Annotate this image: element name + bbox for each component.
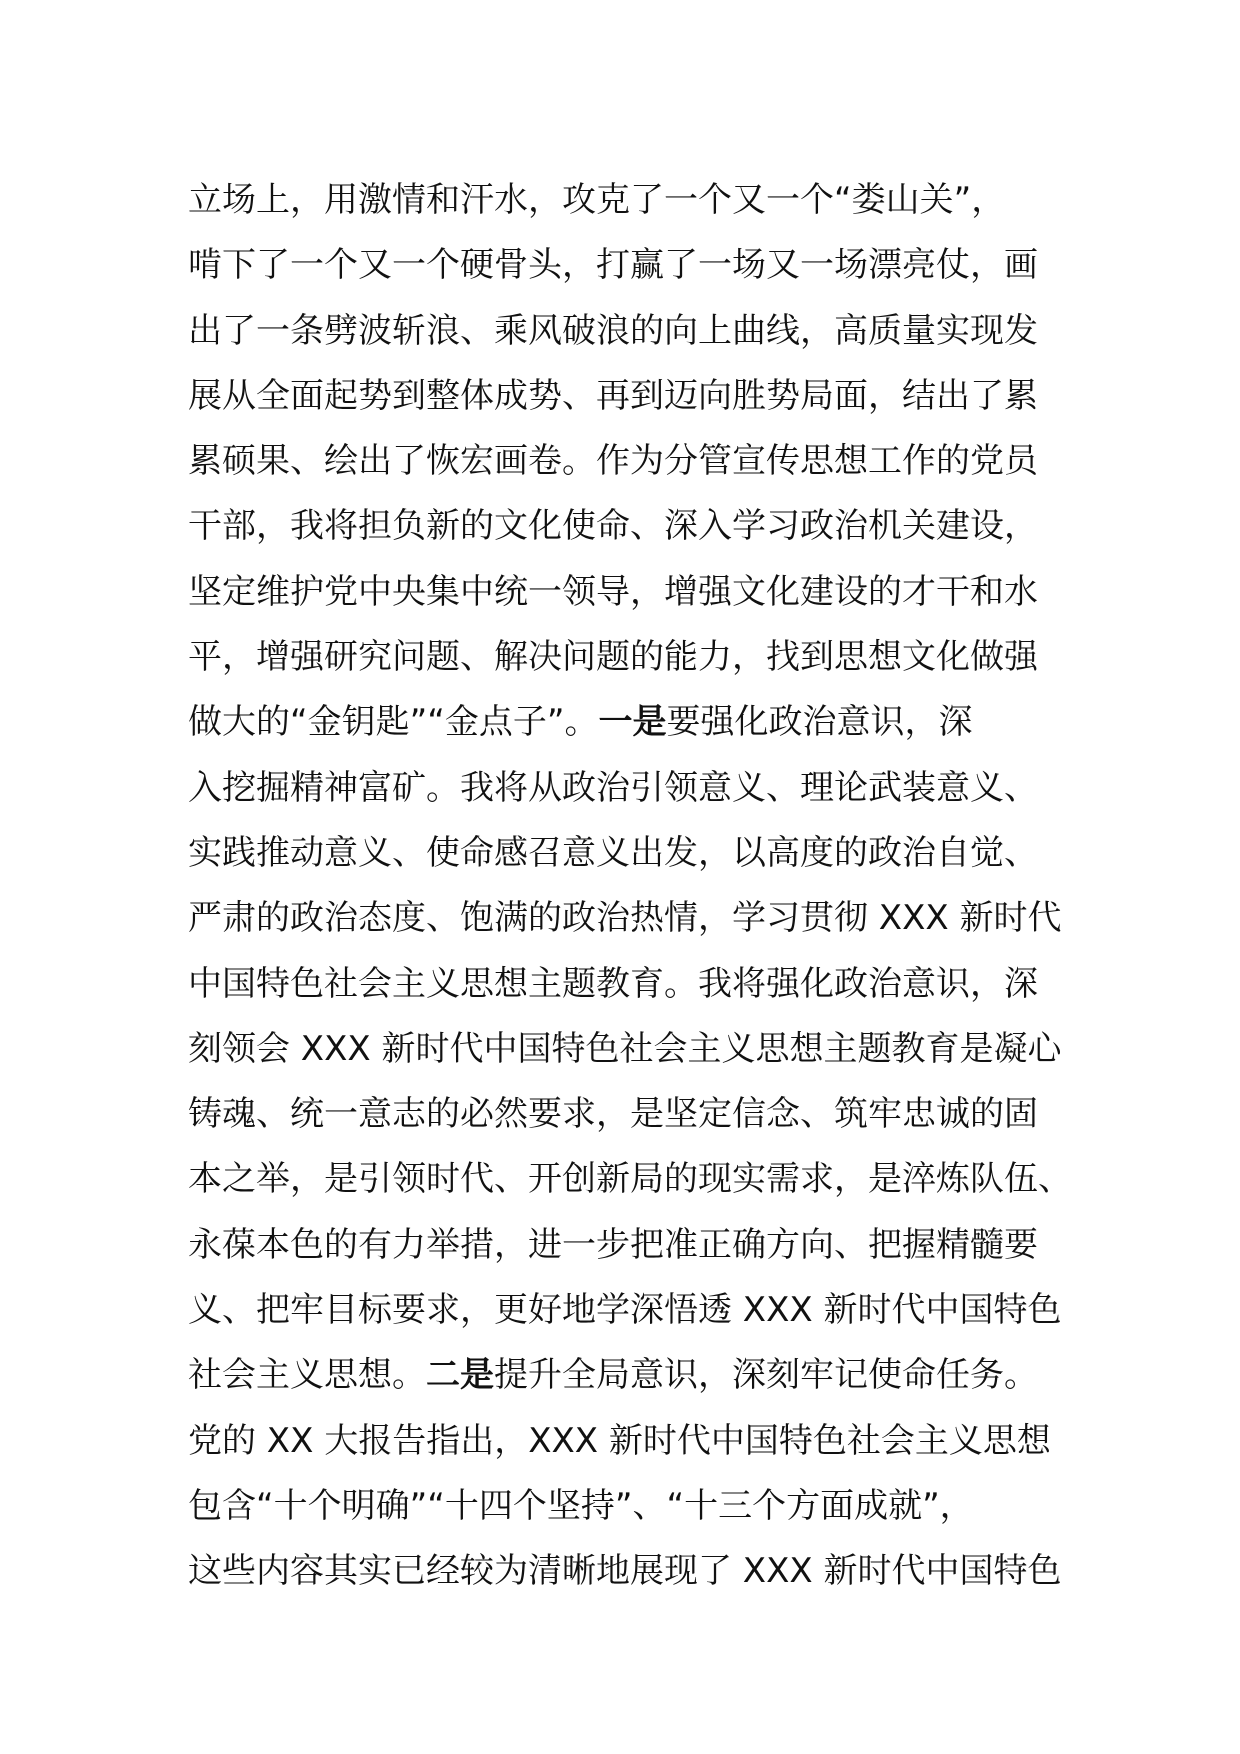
emphasis-second-point: 二是	[426, 1355, 494, 1396]
emphasis-first-point: 一是	[598, 702, 667, 743]
text-run: 做大的“金钥匙”“金点子”。	[188, 702, 599, 743]
text-line-21: 包含“十个明确”“十四个坚持”、“十三个方面成就”，	[188, 1485, 974, 1526]
text-line-20: 党的 XX 大报告指出，XXX 新时代中国特色社会主义思想	[188, 1420, 1051, 1461]
text-line-1: 立场上，用激情和汗水，攻克了一个又一个“娄山关”，	[188, 180, 1006, 220]
text-line-19	[188, 1343, 1068, 1408]
text-line-6: 干部，我将担负新的文化使命、深入学习政治机关建设，	[188, 506, 1038, 547]
text-line-16: 本之举，是引领时代、开创新局的现实需求，是淬炼队伍、	[188, 1159, 1072, 1200]
text-line-17: 永葆本色的有力举措，进一步把准正确方向、把握精髓要	[188, 1224, 1038, 1265]
text-run: 要强化政治意识，深	[666, 702, 973, 743]
text-line-5: 累硕果、绘出了恢宏画卷。作为分管宣传思想工作的党员	[188, 441, 1038, 482]
text-run: 提升全局意识，深刻牢记使命任务。	[494, 1355, 1038, 1396]
text-line-3: 出了一条劈波斩浪、乘风破浪的向上曲线，高质量实现发	[188, 310, 1038, 351]
text-line-10: 入挖掘精神富矿。我将从政治引领意义、理论武装意义、	[188, 767, 1038, 808]
text-line-4: 展从全面起势到整体成势、再到迈向胜势局面，结出了累	[188, 375, 1038, 416]
text-line-2: 啃下了一个又一个硬骨头，打赢了一场又一场漂亮仗，画	[188, 245, 1038, 286]
text-run: 社会主义思想。	[188, 1355, 426, 1396]
text-line-7: 坚定维护党中央集中统一领导，增强文化建设的才干和水	[188, 571, 1038, 612]
text-line-18: 义、把牢目标要求，更好地学深悟透 XXX 新时代中国特色	[188, 1290, 1062, 1331]
text-line-22: 这些内容其实已经较为清晰地展现了 XXX 新时代中国特色	[188, 1551, 1062, 1592]
text-line-11: 实践推动意义、使命感召意义出发，以高度的政治自觉、	[188, 832, 1038, 873]
text-line-12: 严肃的政治态度、饱满的政治热情，学习贯彻 XXX 新时代	[188, 898, 1062, 939]
text-line-14: 刻领会 XXX 新时代中国特色社会主义思想主题教育是凝心	[188, 1028, 1062, 1069]
text-line-15: 铸魂、统一意志的必然要求，是坚定信念、筑牢忠诚的固	[188, 1094, 1038, 1135]
text-line-13: 中国特色社会主义思想主题教育。我将强化政治意识，深	[188, 963, 1038, 1004]
text-line-8: 平，增强研究问题、解决问题的能力，找到思想文化做强	[188, 637, 1038, 678]
text-line-9	[188, 690, 1068, 755]
body-text	[188, 168, 1072, 1605]
